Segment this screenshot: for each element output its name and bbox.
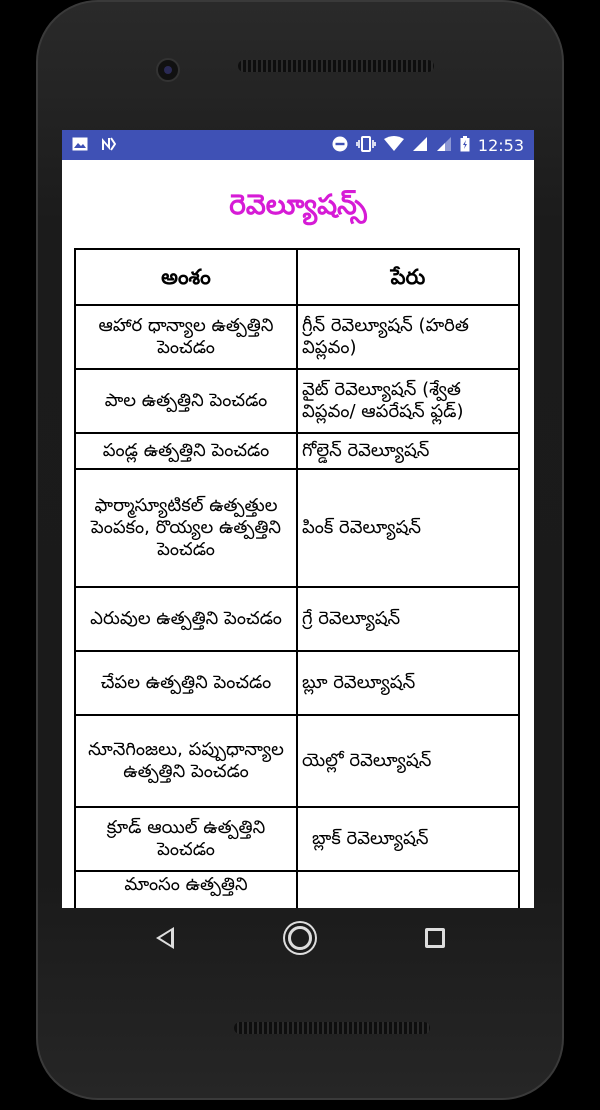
topic-cell: పాల ఉత్పత్తిని పెంచడం [75,369,297,433]
topic-cell: చేపల ఉత్పత్తిని పెంచడం [75,651,297,715]
page-title: రెవెల్యూషన్స్ [229,188,367,221]
name-cell: పింక్ రెవెల్యూషన్ [297,469,519,587]
battery-icon [460,136,470,155]
topic-cell: పండ్ల ఉత్పత్తిని పెంచడం [75,433,297,469]
revolutions-table [74,248,520,908]
bottom-speaker [234,1022,430,1034]
recents-button[interactable] [415,918,455,958]
table-header-row [75,249,519,305]
name-cell: యెల్లో రెవెల్యూషన్ [297,715,519,807]
topic-cell: ఆహార ధాన్యాల ఉత్పత్తిని పెంచడం [75,305,297,369]
table-row [75,305,519,369]
recents-icon [425,928,445,948]
name-cell [297,871,519,908]
topic-cell: ఫార్మాస్యూటికల్ ఉత్పత్తుల పెంపకం, రొయ్యల ఉత్పత్తిని పెంచడం [75,469,297,587]
signal-weak-icon [436,136,452,155]
name-cell: గోల్డెన్ రెవెల్యూషన్ [297,433,519,469]
header-name: పేరు [297,249,519,305]
n-icon [100,136,116,155]
topic-cell: మాంసం ఉత్పత్తిని [75,871,297,908]
name-cell: బ్లూ రెవెల్యూషన్ [297,651,519,715]
table-row [75,871,519,908]
clock: 12:53 [477,135,524,155]
table-row [75,807,519,871]
name-cell: బ్లాక్ రెవెల్యూషన్ [297,807,519,871]
back-button[interactable] [145,918,185,958]
table-row [75,469,519,587]
topic-cell: ఎరువుల ఉత్పత్తిని పెంచడం [75,587,297,651]
home-icon [288,926,312,950]
front-camera [156,58,180,82]
earpiece-speaker [238,60,434,72]
topic-cell: క్రూడ్ ఆయిల్ ఉత్పత్తిని పెంచడం [75,807,297,871]
header-topic: అంశం [75,249,297,305]
vibrate-icon [356,136,376,155]
navigation-bar [0,908,600,968]
table-row [75,651,519,715]
table-row [75,369,519,433]
wifi-icon [384,136,404,155]
name-cell: గ్రే రెవెల్యూషన్ [297,587,519,651]
table-row [75,715,519,807]
dnd-icon [332,136,348,155]
image-icon [72,137,88,154]
topic-cell: నూనెగింజలు, పప్పుధాన్యాల ఉత్పత్తిని పెంచడం [75,715,297,807]
back-icon [156,927,174,949]
screen [62,130,534,908]
name-cell: గ్రీన్ రెవెల్యూషన్ (హరిత విప్లవం) [297,305,519,369]
name-cell: వైట్ రెవెల్యూషన్ (శ్వేత విప్లవం/ ఆపరేషన్ ఫ్లడ్) [297,369,519,433]
home-button[interactable] [280,918,320,958]
status-bar [62,130,534,160]
signal-icon [412,136,428,155]
table-row [75,587,519,651]
table-row [75,433,519,469]
